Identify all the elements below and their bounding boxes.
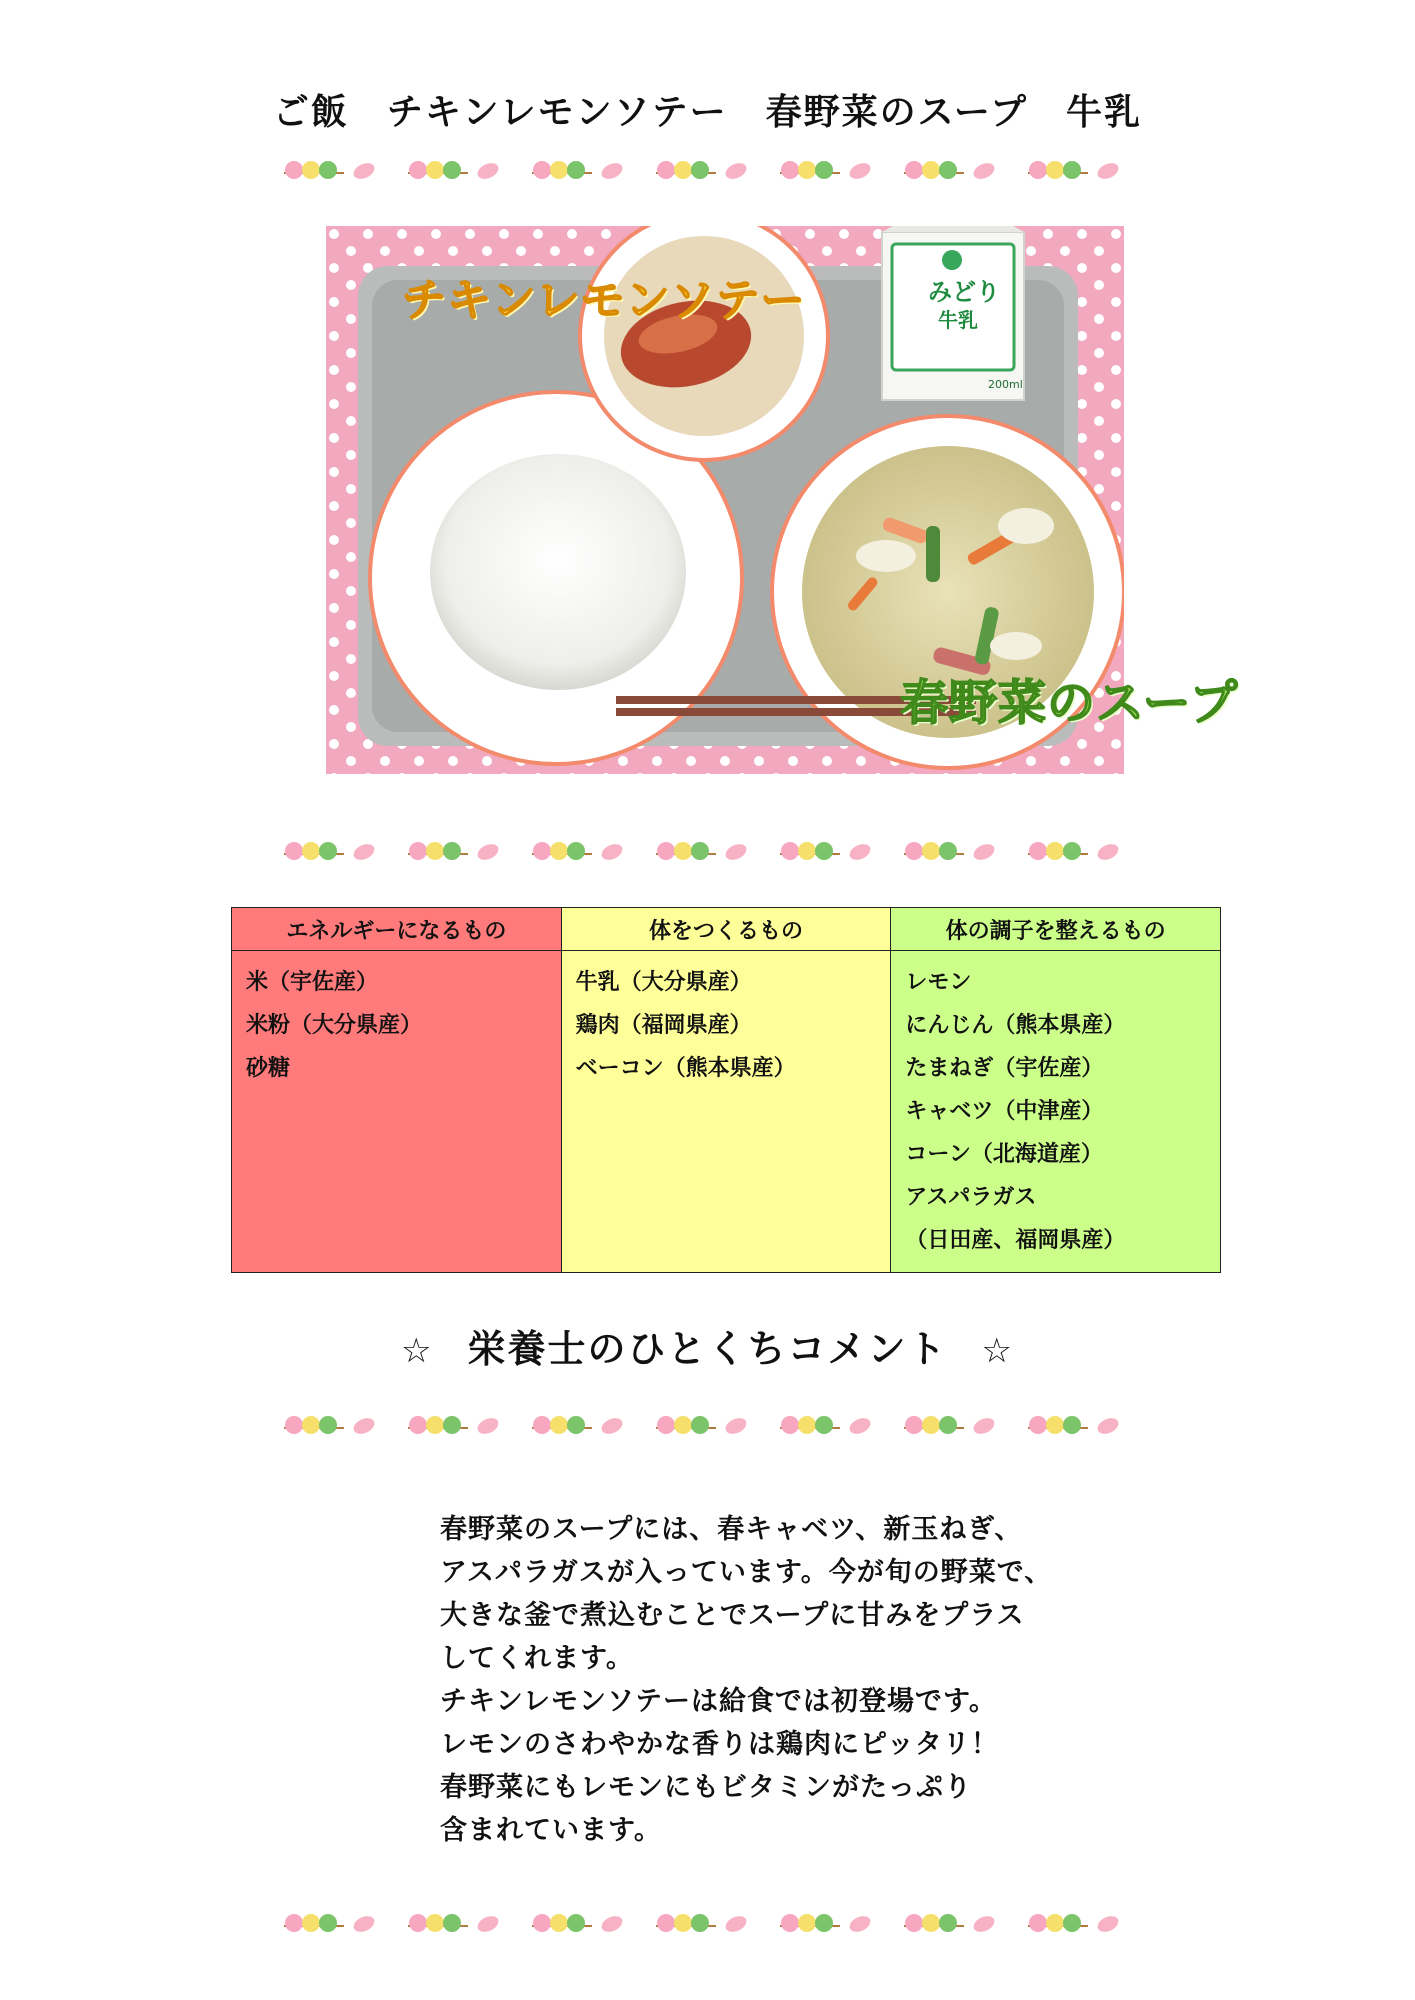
- food-item: 米（宇佐産）: [246, 970, 379, 995]
- milk-brand-label: みどり: [928, 278, 1000, 306]
- comment-line: 春野菜のスープには、春キャベツ、新玉ねぎ、: [440, 1514, 1023, 1545]
- star-icon: ☆: [981, 1331, 1014, 1371]
- comment-line: してくれます。: [440, 1643, 634, 1674]
- food-item: 鶏肉（福岡県産）: [575, 1013, 752, 1038]
- photo-label-chicken: チキンレモンソテー: [402, 275, 806, 326]
- condition-foods-cell: [891, 951, 1221, 1273]
- food-item: にんじん（熊本県産）: [905, 1013, 1126, 1038]
- food-group-table: [231, 907, 1221, 1273]
- menu-title: ご飯 チキンレモンソテー 春野菜のスープ 牛乳: [272, 92, 1143, 133]
- energy-foods-cell: [232, 951, 562, 1273]
- dango-divider-comment: [282, 1408, 1142, 1442]
- comment-line: アスパラガスが入っています。今が旬の野菜で、: [440, 1557, 1053, 1588]
- comment-heading-text: 栄養士のひとくちコメント: [467, 1327, 948, 1371]
- comment-line: 春野菜にもレモンにもビタミンがたっぷり: [440, 1772, 972, 1803]
- photo-label-soup: 春野菜のスープ: [900, 675, 1239, 731]
- comment-line: チキンレモンソテーは給食では初登場です。: [440, 1686, 997, 1717]
- food-item: ベーコン（熊本県産）: [575, 1056, 796, 1081]
- header-energy: エネルギーになるもの: [232, 908, 562, 951]
- comment-line: レモンのさわやかな香りは鶏肉にピッタリ！: [440, 1729, 999, 1760]
- food-item: たまねぎ（宇佐産）: [905, 1056, 1104, 1081]
- comment-heading: [0, 1318, 1415, 1373]
- milk-volume-label: 200ml: [988, 378, 1023, 391]
- sakura-petal-icon: [351, 160, 377, 182]
- dango-icon: [284, 161, 344, 179]
- header-body: 体をつくるもの: [561, 908, 891, 951]
- food-item: 米粉（大分県産）: [246, 1013, 423, 1038]
- milk-name-label: 牛乳: [938, 308, 978, 332]
- food-item: アスパラガス: [905, 1185, 1037, 1210]
- dango-divider-bottom: [282, 1906, 1142, 1940]
- nutritionist-comment: [440, 1508, 1140, 1852]
- comment-line: 含まれています。: [440, 1815, 662, 1846]
- body-foods-cell: [561, 951, 891, 1273]
- food-item: 砂糖: [246, 1056, 291, 1081]
- header-condition: 体の調子を整えるもの: [891, 908, 1221, 951]
- food-item: キャベツ（中津産）: [905, 1099, 1104, 1124]
- food-item: 牛乳（大分県産）: [575, 970, 752, 995]
- dango-divider-middle: [282, 834, 1142, 868]
- comment-line: 大きな釜で煮込むことでスープに甘みをプラス: [440, 1600, 1025, 1631]
- food-item: コーン（北海道産）: [905, 1142, 1103, 1167]
- food-item: （日田産、福岡県産）: [905, 1228, 1126, 1253]
- star-icon: ☆: [401, 1331, 434, 1371]
- food-item: レモン: [905, 970, 972, 995]
- dango-divider-top: [282, 153, 1142, 187]
